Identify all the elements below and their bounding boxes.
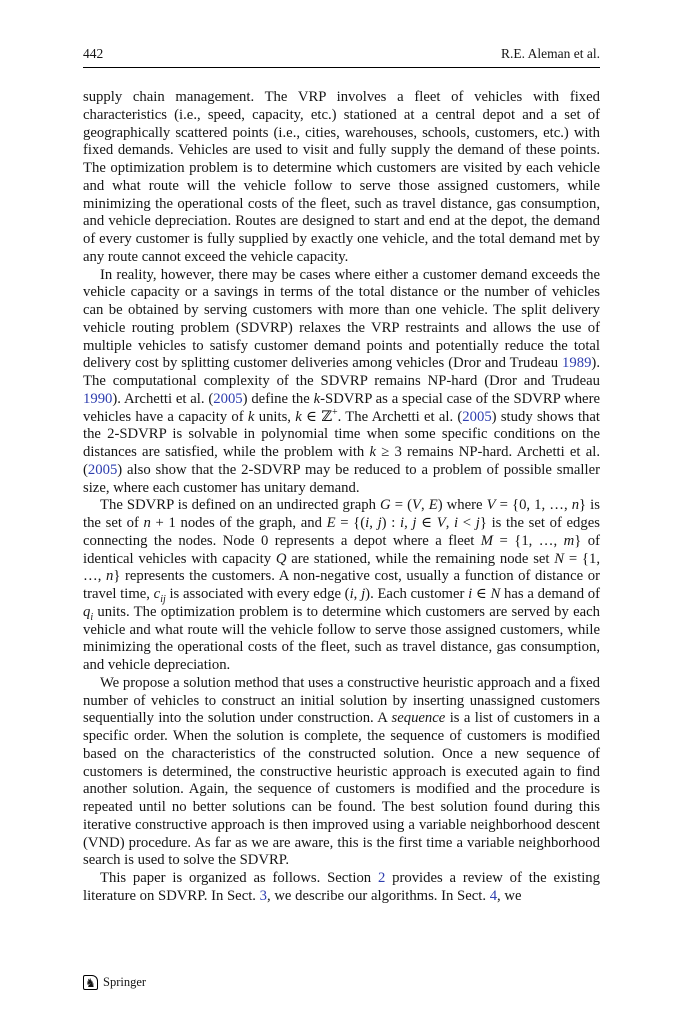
- citation-link[interactable]: 4: [489, 887, 498, 904]
- text-segment: ) :: [381, 515, 400, 531]
- text-segment: k: [247, 408, 255, 425]
- text-segment: N: [554, 550, 565, 567]
- text-segment: ∈: [472, 586, 491, 602]
- text-segment: i: [90, 611, 94, 623]
- text-segment: k: [369, 444, 377, 460]
- text-segment: = {1, …,: [493, 532, 564, 549]
- text-segment: is a list of customers in a specific order. When the solution is complete, the sequence of customers is modified based on the characteristics of the constructed solution. Once a new sequence of customers is determined, the constructive heuristic approach is executed again to find another solution. Again, the sequence of customers is modified and the procedure is repeated until no better solutions can be found. The best solution found during this iterative constructive approach is then improved using a variable neighborhood descent (VND) procedure. As far as we are aware, this is the first time a variable neighborhood search is used to solve the SDVRP.: [83, 710, 600, 869]
- paragraphs: [83, 89, 600, 906]
- text-segment: = {(: [335, 515, 366, 531]
- text-segment: units. The optimization problem is to determine which customers are served by each vehicle and what route will the vehicle follow to serve those assigned customers, while minimizing the operational costs of the fleet, such as travel distance, gas consumption, and vehicle depreciation.: [83, 603, 600, 673]
- paragraph: [83, 497, 600, 675]
- text-segment: . The Archetti et al. (: [337, 408, 463, 425]
- text-segment: ). The computational complexity of the SDVRP remains NP-hard (Dror and Trudeau: [83, 355, 600, 389]
- springer-logo-icon: ♞: [83, 975, 98, 990]
- citation-link[interactable]: 1990: [83, 390, 113, 407]
- text-segment: n: [143, 515, 151, 531]
- text-segment: ) study shows that the 2-SDVRP is solvable in polynomial time when some specific conditions on the distances are satisfied, while the problem with: [83, 408, 600, 460]
- text-segment: + 1 nodes of the graph, and: [150, 515, 327, 531]
- publisher-name: Springer: [103, 975, 147, 989]
- text-segment: j: [361, 586, 366, 602]
- text-segment: j: [377, 515, 382, 531]
- text-segment: Q: [275, 550, 287, 567]
- text-segment: ,: [404, 515, 413, 531]
- paragraph: [83, 89, 600, 267]
- text-segment: = (: [390, 497, 412, 514]
- text-segment: = {1, …,: [83, 550, 600, 585]
- text-segment: supply chain management. The VRP involves a fleet of vehicles with fixed characteristics (i.e., speed, capacity, etc.) stationed at a central depot and a set of geographically scattered points (i.e., cities, warehouses, schools, customers, etc.) with fixed demands. Vehicles are used to visit and fully supply the demand of these points. The optimization problem is to determine which customers are visited by each vehicle and what route will the vehicle follow to serve those assigned customers, while minimizing the operational costs of the fleet, such as travel distance, gas consumption, and vehicle depreciation. Routes are designed to start and end at the depot, the demand of every customer is fully supplied by exactly one vehicle, and the total demand met by any route cannot exceed the vehicle capacity.: [83, 89, 600, 265]
- text-segment: <: [458, 515, 476, 531]
- citation-link[interactable]: 3: [259, 887, 267, 904]
- text-segment: is associated with every edge (: [165, 586, 350, 602]
- text-segment: j: [475, 515, 480, 531]
- text-segment: The SDVRP is defined on an undirected graph: [100, 497, 381, 514]
- paragraph: [83, 870, 600, 906]
- text-segment: +: [331, 406, 338, 418]
- text-segment: sequence: [391, 710, 446, 727]
- text-segment: ∈ ℤ: [301, 408, 332, 425]
- text-segment: ) define the: [242, 390, 314, 407]
- text-segment: In reality, however, there may be cases where either a customer demand exceeds the vehicle capacity or a savings in terms of the total distance or the number of vehicles can be obtained by serving customers with more than one vehicle. The split delivery vehicle routing problem (SDVRP) relaxes the VRP restraints and allows the use of multiple vehicles to satisfy customer demand points and potentially reduce the total delivery cost by splitting customer deliveries among vehicles (Dror and Trudeau: [83, 266, 600, 372]
- text-segment: , we: [497, 887, 522, 904]
- text-segment: i: [454, 515, 459, 531]
- text-segment: ,: [353, 586, 362, 602]
- citation-link[interactable]: 1989: [562, 355, 592, 372]
- text-segment: i: [468, 586, 473, 602]
- page-footer: [83, 975, 146, 990]
- text-segment: j: [412, 515, 417, 531]
- page-header: [83, 46, 600, 62]
- text-segment: E: [428, 497, 438, 514]
- citation-link[interactable]: 2005: [87, 461, 118, 478]
- text-segment: k: [313, 390, 321, 407]
- text-segment: V: [486, 497, 496, 514]
- text-segment: has a demand of: [500, 586, 601, 602]
- text-segment: = {0, 1, …,: [495, 497, 572, 514]
- text-segment: ij: [160, 593, 166, 605]
- running-head: R.E. Aleman et al.: [501, 46, 600, 61]
- text-segment: This paper is organized as follows. Section: [100, 870, 378, 886]
- page-number: 442: [83, 46, 104, 61]
- text-segment: E: [326, 515, 336, 531]
- text-segment: , we describe our algorithms. In Sect.: [266, 887, 490, 904]
- text-segment: ≥ 3 remains NP-hard. Archetti et al. (: [83, 444, 600, 478]
- text-segment: q: [83, 603, 91, 620]
- text-segment: } is the set of edges connecting the nodes. Node 0 represents a depot where a fleet: [83, 515, 600, 549]
- text-segment: c: [153, 586, 161, 602]
- text-segment: V: [436, 515, 446, 531]
- text-segment: ,: [420, 497, 429, 514]
- text-segment: ) also show that the 2-SDVRP may be reduced to a problem of possible smaller size, where each customer has unitary demand.: [83, 461, 600, 496]
- text-segment: } represents the customers. A non-negative cost, usually a function of distance or travel time,: [83, 568, 600, 602]
- citation-link[interactable]: 2005: [462, 408, 492, 425]
- text-segment: ,: [445, 515, 455, 531]
- citation-link[interactable]: 2005: [213, 390, 243, 407]
- text-segment: ,: [369, 515, 378, 531]
- text-segment: i: [365, 515, 370, 531]
- text-segment: M: [480, 532, 494, 549]
- text-segment: } is the set of: [83, 497, 600, 531]
- text-segment: n: [571, 497, 580, 514]
- text-segment: ). Archetti et al. (: [112, 390, 214, 407]
- citation-link[interactable]: 2: [377, 870, 386, 886]
- text-segment: i: [399, 515, 405, 531]
- text-segment: ). Each customer: [365, 586, 469, 602]
- text-segment: i: [349, 586, 354, 602]
- text-segment: -SDVRP as a special case of the SDVRP where vehicles have a capacity of: [83, 390, 600, 425]
- header-rule: [83, 67, 600, 68]
- text-segment: G: [380, 497, 391, 514]
- text-segment: We propose a solution method that uses a constructive heuristic approach and a fixed number of vehicles to construct an initial solution by inserting unassigned customers sequentially into the solution under construction. A: [83, 674, 600, 727]
- text-segment: V: [411, 497, 421, 514]
- text-segment: are stationed, while the remaining node set: [286, 550, 555, 567]
- paragraph: [83, 267, 600, 498]
- text-segment: n: [105, 568, 114, 585]
- paragraph: [83, 675, 600, 870]
- text-segment: k: [295, 408, 302, 425]
- text-segment: m: [563, 532, 575, 549]
- text-segment: ∈: [416, 515, 437, 531]
- text-segment: } of identical vehicles with capacity: [83, 532, 600, 567]
- text-segment: units,: [254, 408, 296, 425]
- text-segment: provides a review of the existing literature on SDVRP. In Sect.: [83, 870, 600, 904]
- text-segment: ) where: [437, 497, 487, 514]
- text-segment: N: [490, 586, 501, 602]
